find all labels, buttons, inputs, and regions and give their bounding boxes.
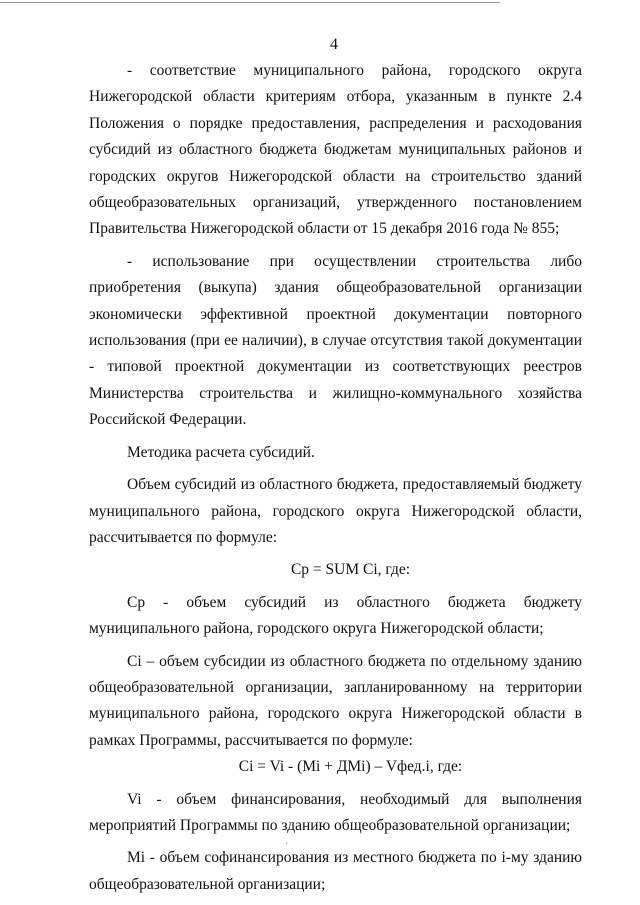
paragraph-mi-definition: Mi - объем софинансирования из местного бюджета по i-му зданию общеобразовательной организации; (89, 849, 582, 893)
page-number: 4 (330, 36, 338, 53)
formula-per-building: Ci = Vi - (Mi + ДMi) – Vфед.i, где: (238, 758, 463, 776)
formula-total-subsidy: Ср = SUM Ci, где: (290, 561, 411, 579)
document-body (89, 58, 582, 898)
paragraph-subsidy-volume: Объем субсидий из областного бюджета, предоставляемый бюджету муниципального района, городского округа Нижегородской области, рассчитывается по формуле: (89, 476, 582, 546)
paragraph-vi-definition: Vi - объем финансирования, необходимый для выполнения мероприятий Программы по зданию общеобразовательной организации; (89, 790, 582, 834)
paragraph-cp-definition: Ср - объем субсидий из областного бюджета бюджету муниципального района, городского округа Нижегородской области; (89, 593, 582, 638)
scan-speck (286, 842, 287, 844)
paragraph-project-documentation: - использование при осуществлении строительства либо приобретения (выкупа) здания общеобразовательной организации экономически эффективной проектной документации повторного использования (при ее наличии), в случае отсутствия такой документации - типовой проектной документации из соответствующих реестров Министерства строительства и жилищно-коммунального хозяйства Российской Федерации. (89, 252, 582, 429)
top-rule (0, 2, 500, 3)
paragraph-criteria-compliance: - соответствие муниципального района, городского округа Нижегородской области критериям отбора, указанным в пункте 2.4 Положения о порядке предоставления, распределения и расходования субсидий из областного бюджета бюджетам муниципальных районов и городских округов Нижегородской области на строительство зданий общеобразовательных организаций, утвержденного постановлением Правительства Нижегородской области от 15 декабря 2016 года № 855; (89, 62, 582, 238)
paragraph-ci-definition: Ci – объем субсидии из областного бюджета по отдельному зданию общеобразовательной организации, запланированному на территории муниципального района, городского округа Нижегородской области в рамках Программы, рассчитывается по формуле: (89, 652, 582, 749)
paragraph-methodology-heading: Методика расчета субсидий. (127, 443, 315, 461)
